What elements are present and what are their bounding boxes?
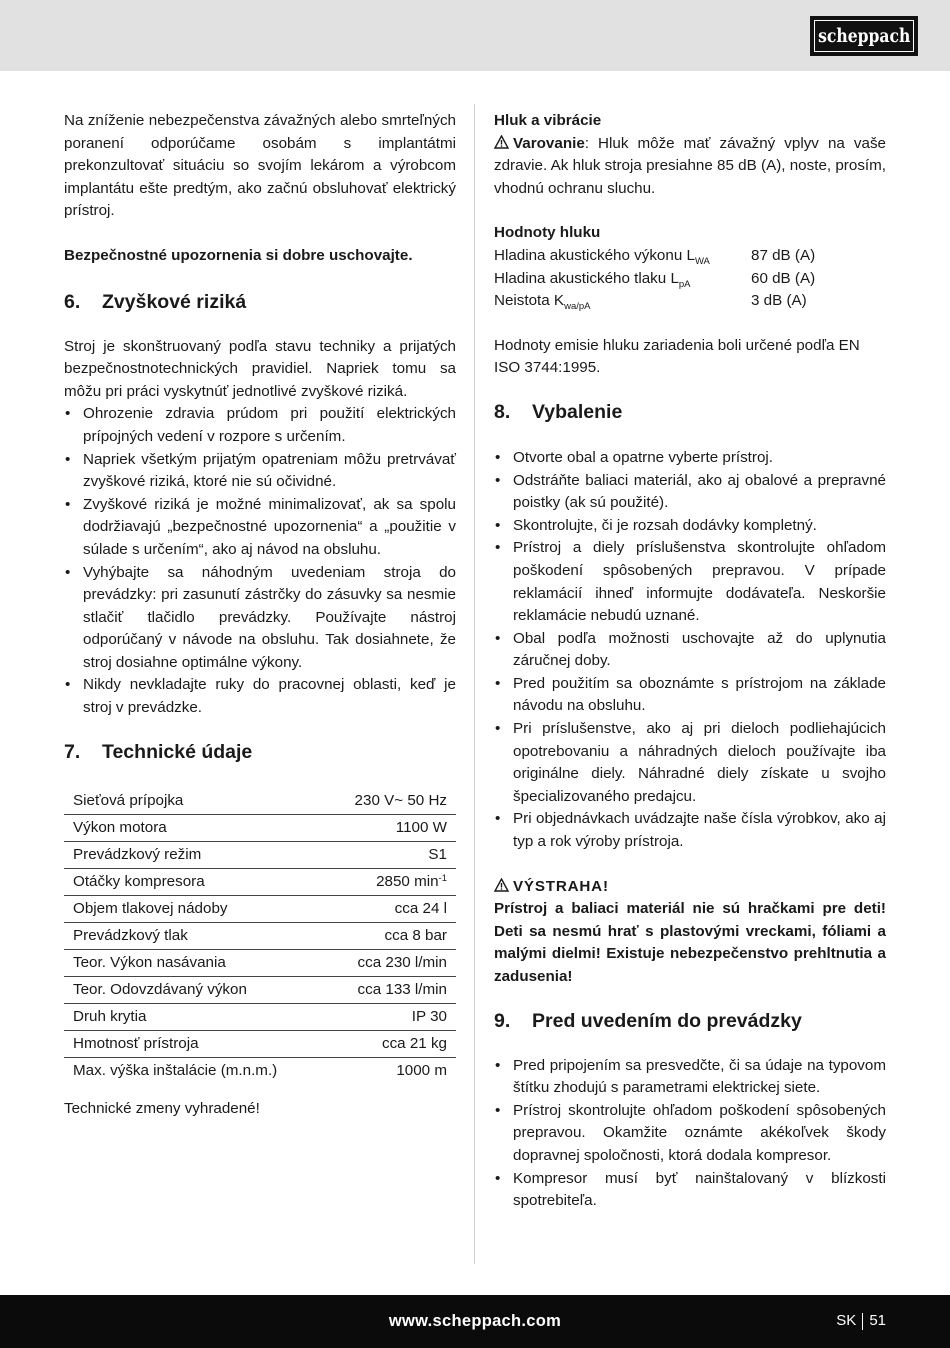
table-row bbox=[494, 290, 886, 313]
noise-heading: Hluk a vibrácie bbox=[494, 112, 602, 129]
list-item: • Otvorte obal a opatrne vyberte prístroj. bbox=[494, 447, 886, 470]
residual-risks-list bbox=[64, 403, 456, 719]
list-item: • Napriek všetkým prijatým opatreniam môžu pretrvávať zvyškové riziká, ktoré nie sú očividné. bbox=[64, 449, 456, 494]
warning-triangle-icon bbox=[494, 878, 509, 892]
spec-value: 1000 m bbox=[396, 1061, 447, 1079]
noise-values-table bbox=[494, 245, 886, 313]
table-row bbox=[64, 788, 456, 815]
table-row bbox=[64, 1057, 456, 1084]
spec-label: Teor. Odovzdávaný výkon bbox=[64, 976, 294, 1003]
spec-label: Prevádzkový režim bbox=[64, 841, 294, 868]
website-link[interactable]: www.scheppach.com bbox=[388, 1312, 562, 1330]
noise-label: Hladina akustického výkonu $L_{WA}$ bbox=[494, 246, 710, 267]
safety-warning-label: VÝSTRAHA! bbox=[494, 876, 886, 899]
table-row bbox=[64, 841, 456, 868]
spec-value: 2850 $\min^{-1}$ bbox=[294, 868, 456, 895]
spec-value: cca 24 l bbox=[294, 895, 456, 922]
page-number bbox=[836, 1310, 886, 1333]
section-6-heading bbox=[64, 290, 456, 314]
noise-value: 87 dB (A) bbox=[751, 246, 816, 264]
before-operation-list bbox=[494, 1055, 886, 1213]
spec-label: Hmotnosť prístroja bbox=[64, 1030, 294, 1057]
section-9-heading bbox=[494, 1009, 886, 1033]
noise-label: Neistota $K_{wa/pA}$ bbox=[494, 292, 591, 313]
list-item: • Prístroj skontrolujte ohľadom poškodení spôsobených prepravou. Okamžite oznámte akékoľvek škody dopravnej spoločnosti, ktorá dodala kompresor. bbox=[494, 1100, 886, 1168]
section-7-heading bbox=[64, 740, 456, 764]
table-row bbox=[64, 922, 456, 949]
keep-instructions-note: Bezpečnostné upozornenia si dobre uschovajte. bbox=[64, 246, 413, 264]
list-item: • Pred pripojením sa presvedčte, či sa údaje na typovom štítku zhodujú s parametrami elektrickej siete. bbox=[494, 1055, 886, 1100]
unpacking-list bbox=[494, 447, 886, 854]
table-row bbox=[64, 949, 456, 976]
spec-label: Otáčky kompresora bbox=[64, 868, 294, 895]
section-number: 9. bbox=[494, 1009, 511, 1032]
list-item: • Nikdy nevkladajte ruky do pracovnej oblasti, keď je stroj v prevádzke. bbox=[64, 674, 456, 719]
noise-values-heading: Hodnoty hluku bbox=[494, 224, 601, 242]
section-title: Pred uvedením do prevádzky bbox=[532, 1009, 802, 1032]
table-row bbox=[64, 868, 456, 895]
spec-label: Výkon motora bbox=[64, 814, 294, 841]
page-number-value: 51 bbox=[869, 1312, 886, 1329]
spec-value: cca 8 bar bbox=[294, 922, 456, 949]
list-item: • Kompresor musí byť nainštalovaný v blízkosti spotrebiteľa. bbox=[494, 1168, 886, 1213]
spec-value: S1 bbox=[294, 841, 456, 868]
spec-value: 230 V~ 50 Hz bbox=[294, 788, 456, 815]
table-row bbox=[64, 895, 456, 922]
page-footer bbox=[0, 1295, 950, 1348]
technical-changes-note: Technické zmeny vyhradené! bbox=[64, 1099, 260, 1117]
list-item: • Prístroj a diely príslušenstva skontrolujte ohľadom poškodení spôsobených prepravou. V prípade reklamácií ihneď informujte dodávateľa. Neskoršie reklamácie nebudú uznané. bbox=[494, 537, 886, 627]
list-item: • Pri príslušenstve, ako aj pri dieloch podliehajúcich opotrebovaniu a náhradných dieloch používajte iba originálne diely. Náhradné diely získate u svojho špecializovaného predajcu. bbox=[494, 718, 886, 808]
section-title: Zvyškové riziká bbox=[102, 290, 247, 313]
right-column bbox=[494, 110, 886, 1213]
spec-value: cca 133 l/min bbox=[294, 976, 456, 1003]
safety-warning-text: Prístroj a baliaci materiál nie sú hračkami pre deti! Deti sa nesmú hrať s plastovými vreckami, fóliami a malými dielmi! Existuje nebezpečenstvo prehltnutia a zadusenia! bbox=[494, 900, 886, 985]
scheppach-logo bbox=[810, 16, 918, 56]
spec-value: 1100 W bbox=[294, 814, 456, 841]
spec-value: IP 30 bbox=[294, 1003, 456, 1030]
noise-emission-note: Hodnoty emisie hluku zariadenia boli určené podľa EN ISO 3744:1995. bbox=[494, 336, 860, 377]
table-row bbox=[494, 245, 886, 268]
column-divider bbox=[474, 104, 475, 1264]
spec-label: Prevádzkový tlak bbox=[64, 922, 294, 949]
separator bbox=[862, 1313, 863, 1330]
table-row bbox=[64, 1030, 456, 1057]
logo-text: scheppach bbox=[817, 24, 911, 47]
language-code: SK bbox=[836, 1312, 857, 1329]
list-item: • Ohrozenie zdravia prúdom pri použití elektrických prípojných vedení v rozpore s určením. bbox=[64, 403, 456, 448]
list-item: • Skontrolujte, či je rozsah dodávky kompletný. bbox=[494, 515, 886, 538]
noise-value: 3 dB (A) bbox=[751, 292, 807, 310]
table-row bbox=[64, 1003, 456, 1030]
spec-label: Druh krytia bbox=[64, 1003, 294, 1030]
list-item: • Zvyškové riziká je možné minimalizovať, ak sa spolu dodržiavajú „bezpečnostné upozornenia“ a „použitie v súlade s určením“, ako aj návod na obsluhu. bbox=[64, 494, 456, 562]
spec-label: Objem tlakovej nádoby bbox=[64, 895, 294, 922]
spec-value: cca 21 kg bbox=[294, 1030, 456, 1057]
list-item: • Pri objednávkach uvádzajte naše čísla výrobkov, ako aj typ a rok výroby prístroja. bbox=[494, 808, 886, 853]
section-title: Vybalenie bbox=[532, 400, 623, 423]
section-8-heading bbox=[494, 400, 886, 424]
table-row bbox=[64, 976, 456, 1003]
noise-label: Hladina akustického tlaku $L_{pA}$ bbox=[494, 269, 691, 290]
warning-label: Varovanie bbox=[513, 134, 585, 152]
noise-warning-paragraph bbox=[494, 133, 886, 201]
section-number: 6. bbox=[64, 290, 81, 313]
section-number: 8. bbox=[494, 400, 511, 423]
technical-data-table bbox=[64, 788, 456, 1084]
list-item: • Vyhýbajte sa náhodným uvedeniam stroja do prevádzky: pri zasunutí zástrčky do zásuvky sa nesmie stlačiť tlačidlo prevádzky. Používajte nástroj odporúčaný v návode na obsluhu. Tak dosiahnete, že stroj dosiahne optimálne výkony. bbox=[64, 562, 456, 675]
section-title: Technické údaje bbox=[102, 740, 253, 763]
list-item: • Pred použitím sa oboznámte s prístrojom na základe návodu na obsluhu. bbox=[494, 673, 886, 718]
left-column bbox=[64, 110, 456, 1120]
spec-label: Sieťová prípojka bbox=[64, 788, 294, 815]
table-row bbox=[494, 268, 886, 291]
spec-label: Teor. Výkon nasávania bbox=[64, 949, 294, 976]
list-item: • Obal podľa možnosti uschovajte až do uplynutia záručnej doby. bbox=[494, 628, 886, 673]
spec-label: Max. výška inštalácie (m.n.m.) bbox=[73, 1061, 278, 1079]
implant-warning-paragraph: Na zníženie nebezpečenstva závažných alebo smrteľných poranení odporúčame osobám s implantátmi prekonzultovať situáciu so svojím lekárom a výrobcom implantátu ešte predtým, ako začnú obsluhovať elektrický prístroj. bbox=[64, 112, 456, 220]
warning-triangle-icon bbox=[494, 135, 509, 149]
section-number: 7. bbox=[64, 740, 81, 763]
list-item: • Odstráňte baliaci materiál, ako aj obalové a prepravné poistky (ak sú použité). bbox=[494, 470, 886, 515]
table-row bbox=[64, 814, 456, 841]
noise-value: 60 dB (A) bbox=[751, 269, 816, 287]
residual-risks-paragraph: Stroj je skonštruovaný podľa stavu techniky a prijatých bezpečnostnotechnických pravidiel. Napriek tomu sa môžu pri práci vyskytnúť jednotlivé zvyškové riziká. bbox=[64, 337, 456, 400]
page-header bbox=[0, 0, 950, 71]
warning-text: : Hluk môže mať závažný vplyv na vaše zdravie. Ak hluk stroja presiahne 85 dB (A), noste, prosím, vhodnú ochranu sluchu. bbox=[494, 134, 886, 197]
spec-value: cca 230 l/min bbox=[294, 949, 456, 976]
